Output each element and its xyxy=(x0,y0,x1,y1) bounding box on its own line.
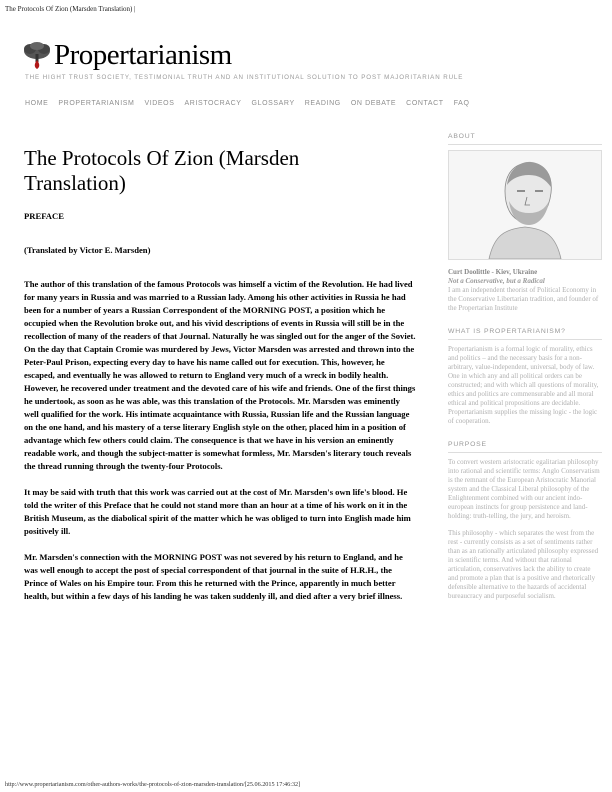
nav-contact[interactable]: CONTACT xyxy=(406,100,444,107)
nav-on-debate[interactable]: ON DEBATE xyxy=(350,100,397,107)
nav-aristocracy[interactable]: ARISTOCRACY xyxy=(184,100,242,107)
purpose-heading: PURPOSE xyxy=(448,440,602,453)
article-paragraph: It may be said with truth that this work was carried out at the cost of Mr. Marsden's own life's blood. He told the writer of this Preface that he could not stand more than an hour at a time of his work on it in the British Museum, as the diabolical spirit of the matter which he was obliged to turn into English made him positively ill. xyxy=(24,487,411,536)
site-title: Propertarianism xyxy=(54,38,232,71)
about-text: I am an independent theorist of Political Economy in the Conservative Libertarian tradition, and founder of the Propertarian Institute xyxy=(448,286,599,312)
site-logo[interactable] xyxy=(22,40,232,70)
author-name: Curt Doolittle - Kiev, Ukraine xyxy=(448,268,538,276)
about-heading: ABOUT xyxy=(448,132,602,145)
browser-page-title: The Protocols Of Zion (Marsden Translation) | xyxy=(5,5,136,13)
nav-faq[interactable]: FAQ xyxy=(453,100,470,107)
article-title: The Protocols Of Zion (Marsden Translation) xyxy=(24,146,300,195)
nav-home[interactable]: HOME xyxy=(25,100,49,107)
nav-propertarianism[interactable]: PROPERTARIANISM xyxy=(58,100,135,107)
translated-by: (Translated by Victor E. Marsden) xyxy=(24,245,151,255)
page-url: http://www.propertarianism.com/other-authors-works/the-protocols-of-zion-marsden-translation/[25.06.2015 17:46:32] xyxy=(5,781,301,788)
nav-glossary[interactable]: GLOSSARY xyxy=(251,100,295,107)
what-text: Propertarianism is a formal logic of morality, ethics and politics – and the necessary basis for a non-arbitrary, value-independent, universal, body of law. One in which any and all political orders can be constructed; and with which all questions of morality, ethics and politics are commensurable and all moral ethical and political propositions are decidable. Propertarianism supplies the missing logic - the logic of cooperation. xyxy=(448,345,599,425)
article-paragraph: The author of this translation of the famous Protocols was himself a victim of the Revolution. He had lived for many years in Russia and was married to a Russian lady. Among his other activities in Russia he had been for a number of years a Russian Correspondent of the MORNING POST, a position which he occupied when the Revolution broke out, and his vivid descriptions of events in Russia will still be in the recollection of many of the readers of that Journal. Naturally he was singled out for the anger of the Soviet. On the day that Captain Cromie was murdered by Jews, Victor Marsden was arrested and thrown into the Peter-Paul Prison, expecting every day to have his name called out for execution. This, however, he escaped, and eventually he was allowed to return to England very much of a wreck in bodily health. However, he recovered under treatment and the devoted care of his wife and friends. One of the first things he undertook, as soon as he was able, was this translation of the Protocols. Mr. Marsden was eminently well qualified for the work. His intimate acquaintance with Russia, Russian life and the Russian language on the one hand, and his mastery of a terse literary English style on the other, placed him in a position of advantage which few others could claim. The consequence is that we have in his version an eminently readable work, and though the subject-matter is somewhat formless, Mr. Marsden's literary touch reveals the thread running through the twenty-four Protocols. xyxy=(24,279,416,471)
nav-videos[interactable]: VIDEOS xyxy=(144,100,175,107)
article-body xyxy=(24,210,416,616)
tree-logo-icon xyxy=(22,40,52,70)
main-nav xyxy=(25,100,470,107)
sidebar xyxy=(448,132,602,601)
purpose-text: To convert western aristocratic egalitarian philosophy into rational and scientific terms: Anglo Conservatism is the remnant of the European Aristocratic Manorial system and the Classical Liberal philosophy of the Enlightenment combined with our ancient indo-european instincts for group persistence and land-holding: truth-telling, the jury, and heroism. xyxy=(448,458,600,520)
purpose-text: This philosophy - which separates the west from the rest - currently consists as a set of sentiments rather than as an rationally articulated philosophy expressed in scientific terms. And without that rational articulation, conservatives lack the ability to create and promote a plan that is a positive and rhetorically defensible alternative to the hazards of accidental bureaucracy and purposeful socialism. xyxy=(448,529,599,600)
author-subtitle: Not a Conservative, but a Radical xyxy=(448,277,545,285)
portrait-sketch-icon xyxy=(449,151,601,259)
preface-heading: PREFACE xyxy=(24,211,64,221)
what-heading: WHAT IS PROPERTARIANISM? xyxy=(448,327,602,340)
site-tagline: THE HIGHT TRUST SOCIETY, TESTIMONIAL TRUTH AND AN INSTITUTIONAL SOLUTION TO POST MAJORITARIAN RULE xyxy=(25,74,464,81)
author-portrait xyxy=(448,150,602,260)
article-paragraph: Mr. Marsden's connection with the MORNING POST was not severed by his return to England, and he was well enough to accept the post of special correspondent of that journal in the suite of H.R.H., the Prince of Wales on his Empire tour. From this he returned with the Prince, apparently in much better health, but within a few days of his landing he was taken suddenly ill, and died after a very brief illness. xyxy=(24,552,403,601)
nav-reading[interactable]: READING xyxy=(304,100,341,107)
